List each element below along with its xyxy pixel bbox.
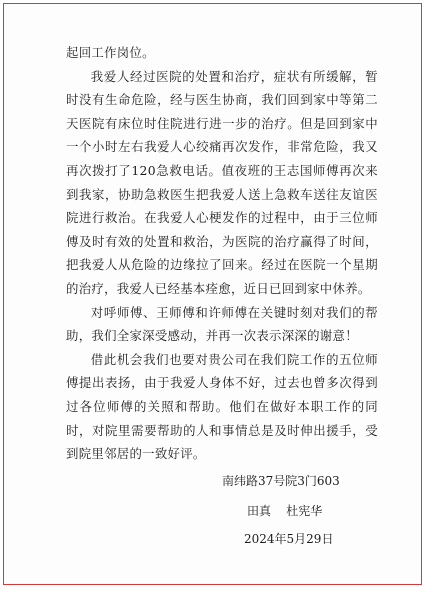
signature-address: 南纬路37号院3门603 [222,474,340,488]
letter-paragraph-thanks: 对呼师傅、王师傅和许师傅在关键时刻对我们的帮助，我们全家深受感动，并再一次表示深深的谢意！ [66,304,378,344]
letter-paragraph-incident: 我爱人经过医院的处置和治疗，症状有所缓解，暂时没有生命危险，经与医生协商，我们回到家中等第二天医院有床位时住院进行进一步的治疗。但是回到家中一个小时左右我爱人心绞痛再次发作，非常危险，我又再次拨打了120急救电话。值夜班的王志国师傅再次来到我家，协助急救医生把我爱人送上急救车送往友谊医院进行救治。在我爱人心梗发作的过程中，由于三位师傅及时有效的处置和救治，为医院的治疗赢得了时间，把我爱人从危险的边缘拉了回来。经过在医院一个星期的治疗，我爱人已经基本痊愈，近日已回到家中休养。 [66,68,378,296]
signature-date: 2024年5月29日 [244,532,334,546]
letter-paragraph-continuation: 起回工作岗位。 [66,45,155,60]
letter-body [66,41,378,466]
letter-paragraph-praise: 借此机会我们也要对贵公司在我们院工作的五位师傅提出表扬，由于我爱人身体不好，过去也曾多次得到过各位师傅的关照和帮助。他们在做好本职工作的同时，对院里需要帮助的人和事情总是及时伸出援手，受到院里邻居的一致好评。 [66,351,378,462]
letter-page [3,3,422,585]
signature-names: 田真 杜宪华 [247,504,323,518]
